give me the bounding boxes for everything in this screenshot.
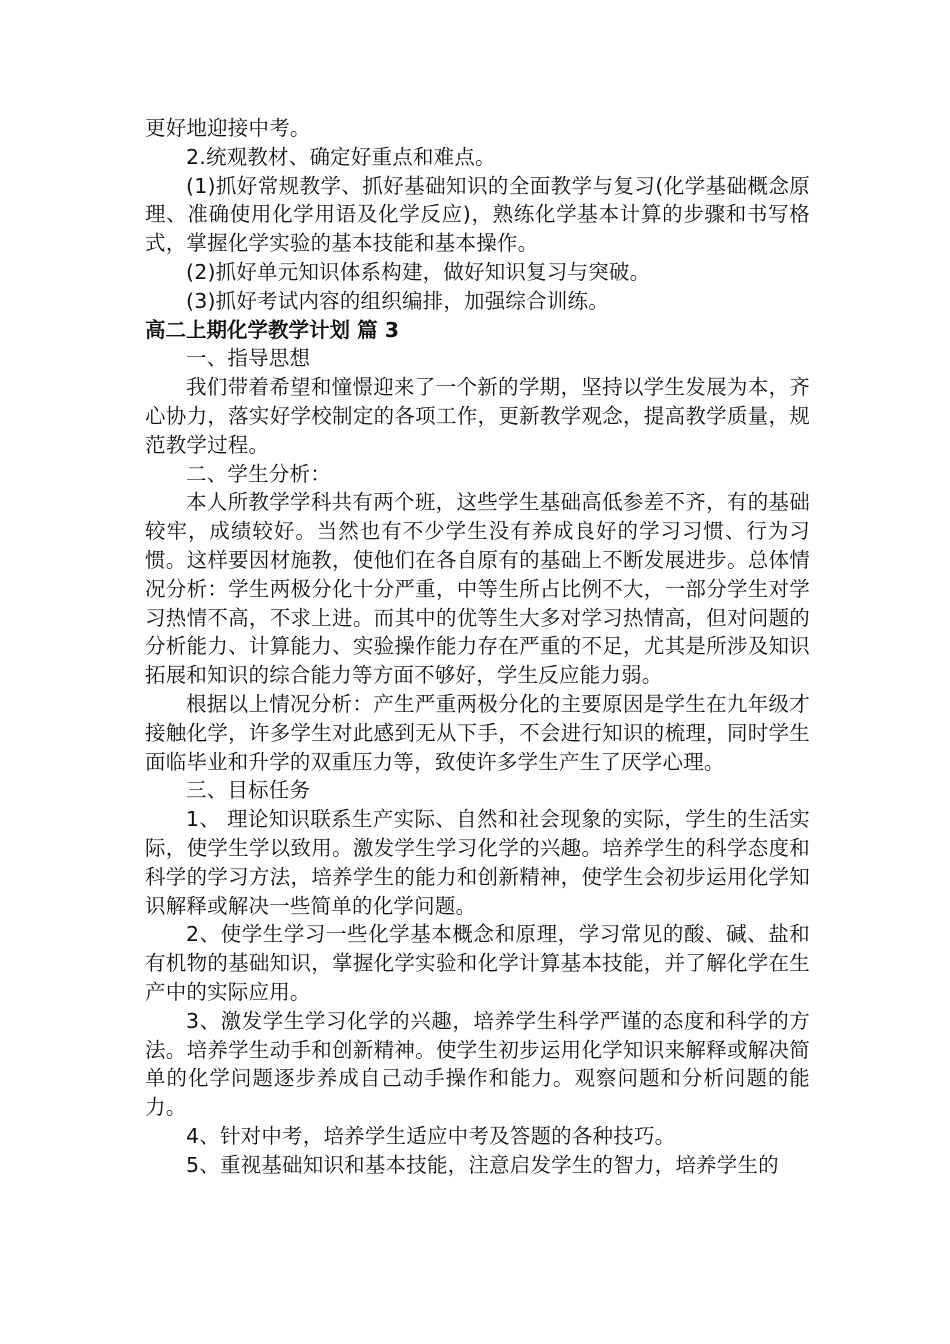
list-item: 3、激发学生学习化学的兴趣，培养学生科学严谨的态度和科学的方法。培养学生动手和创新精神。使学生初步运用化学知识来解释或解决简单的化学问题逐步养成自己动手操作和能力。观察问题和分析问题的能力。 [145, 1008, 810, 1120]
paragraph: (1)抓好常规教学、抓好基础知识的全面教学与复习(化学基础概念原理、准确使用化学用语及化学反应)，熟练化学基本计算的步骤和书写格式，掌握化学实验的基本技能和基本操作。 [145, 173, 810, 256]
section-heading: 高二上期化学教学计划 篇 3 [145, 317, 400, 342]
paragraph: 我们带着希望和憧憬迎来了一个新的学期，坚持以学生发展为本，齐心协力，落实好学校制定的各项工作，更新教学观念，提高教学质量，规范教学过程。 [145, 375, 810, 457]
paragraph: (3)抓好考试内容的组织编排，加强综合训练。 [186, 288, 609, 313]
list-item: 2、使学生学习一些化学基本概念和原理，学习常见的酸、碱、盐和有机物的基础知识，掌握化学实验和化学计算基本技能，并了解化学在生产中的实际应用。 [145, 922, 810, 1004]
list-item: 4、针对中考，培养学生适应中考及答题的各种技巧。 [186, 1123, 676, 1148]
paragraph: (2)抓好单元知识体系构建，做好知识复习与突破。 [186, 259, 651, 284]
paragraph: 2.统观教材、确定好重点和难点。 [186, 144, 496, 169]
paragraph: 更好地迎接中考。 [145, 116, 311, 140]
subheading-guiding-ideology: 一、指导思想 [186, 346, 311, 371]
paragraph: 根据以上情况分析：产生严重两极分化的主要原因是学生在九年级才接触化学，许多学生对此感到无从下手，不会进行知识的梳理，同时学生面临毕业和升学的双重压力等，致使许多学生产生了厌学心理。 [145, 691, 810, 774]
list-item: 5、重视基础知识和基本技能，注意启发学生的智力，培养学生的 [186, 1152, 779, 1177]
subheading-student-analysis: 二、学生分析： [186, 461, 331, 486]
document-page [145, 114, 810, 1179]
paragraph: 本人所教学学科共有两个班，这些学生基础高低参差不齐，有的基础较牢，成绩较好。当然也有不少学生没有养成良好的学习习惯、行为习惯。这样要因材施教，使他们在各自原有的基础上不断发展进步。总体情况分析：学生两极分化十分严重，中等生所占比例不大，一部分学生对学习热情不高，不求上进。而其中的优等生大多对学习热情高，但对问题的分析能力、计算能力、实验操作能力存在严重的不足，尤其是所涉及知识拓展和知识的综合能力等方面不够好，学生反应能力弱。 [145, 490, 810, 688]
subheading-goals: 三、目标任务 [186, 778, 311, 803]
list-item: 1、 理论知识联系生产实际、自然和社会现象的实际，学生的生活实际，使学生学以致用。激发学生学习化学的兴趣。培养学生的科学态度和科学的学习方法，培养学生的能力和创新精神，使学生会初步运用化学知识解释或解决一些简单的化学问题。 [145, 807, 810, 918]
